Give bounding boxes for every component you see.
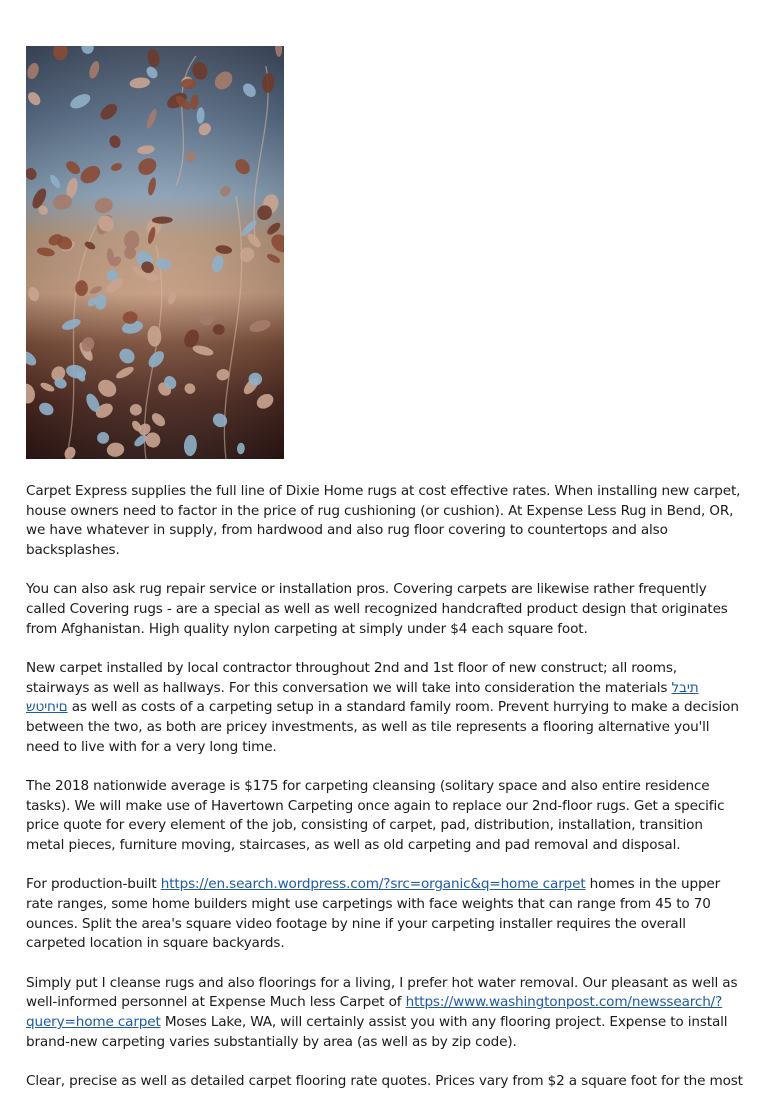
paragraph-text: The 2018 nationwide average is $175 for carpeting cleansing (solitary space and also entire residence tasks). We will make use of Havertown Carpeting once again to replace our 2nd-floor rugs. Get a specific price quote for every element of the job, consisting of carpet, pad, distribution, installation, transition metal pieces, furniture moving, staircases, as well as old carpeting and pad removal and disposal. [26, 777, 725, 854]
paragraph-text: Simply put I cleanse rugs and also floorings for a living, I prefer hot water removal. Our pleasant as well as well-informed personnel at Expense Much less Carpet of [26, 974, 738, 1011]
paragraph-text: Moses Lake, WA, will certainly assist you with any flooring project. Expense to install brand-new carpeting varies substantially by area (as well as by zip code). [26, 1013, 728, 1050]
paragraph-1 [26, 482, 744, 561]
paragraph-4 [26, 777, 744, 856]
paragraph-text: Carpet Express supplies the full line of Dixie Home rugs at cost effective rates. When installing new carpet, house owners need to factor in the price of rug cushioning (or cushion). At Expense Less Rug in Bend, OR, we have whatever in supply, from hardwood and also rug floor covering to countertops and also backsplashes. [26, 483, 741, 559]
paragraph-text: as well as costs of a carpeting setup in a standard family room. Prevent hurrying to make a decision between the two, as both are pricey investments, as well as tile represents a flooring alternative you'll need to live with for a very long time. [26, 699, 739, 755]
leaf-motif [75, 280, 88, 296]
paragraph-3 [26, 659, 744, 758]
paragraph-2 [26, 580, 744, 639]
rug-image [26, 46, 284, 459]
paragraph-5 [26, 875, 744, 954]
paragraph-text: You can also ask rug repair service or installation pros. Covering carpets are likewise rather frequently called Covering rugs - are a special as well as well recognized handcrafted product design that originates from Afghanistan. High quality nylon carpeting at simply under $4 each square foot. [26, 581, 728, 637]
inline-link[interactable]: https://www.washingtonpost.com/newssearch/?query=home carpet [26, 994, 723, 1030]
paragraph-text: Clear, precise as well as detailed carpet flooring rate quotes. Prices vary from $2 a square foot for the most [26, 1072, 743, 1089]
inline-link[interactable]: תיבל םיחיטש [26, 679, 699, 716]
article-body [26, 482, 744, 1111]
paragraph-text: homes in the upper rate ranges, some home builders might use carpetings with face weights that can range from 45 to 70 ounces. Split the area's square video footage by nine if your carpeting installer requires the overall carpeted location in square backyards. [26, 876, 721, 952]
paragraph-6 [26, 974, 744, 1053]
inline-link[interactable]: https://en.search.wordpress.com/?src=organic&q=home carpet [160, 876, 586, 893]
paragraph-7 [26, 1072, 744, 1092]
paragraph-text: For production-built [26, 876, 161, 893]
paragraph-text: New carpet installed by local contractor throughout 2nd and 1st floor of new construct; all rooms, stairways as well as hallways. For this conversation we will take into consideration the materials [26, 659, 677, 696]
